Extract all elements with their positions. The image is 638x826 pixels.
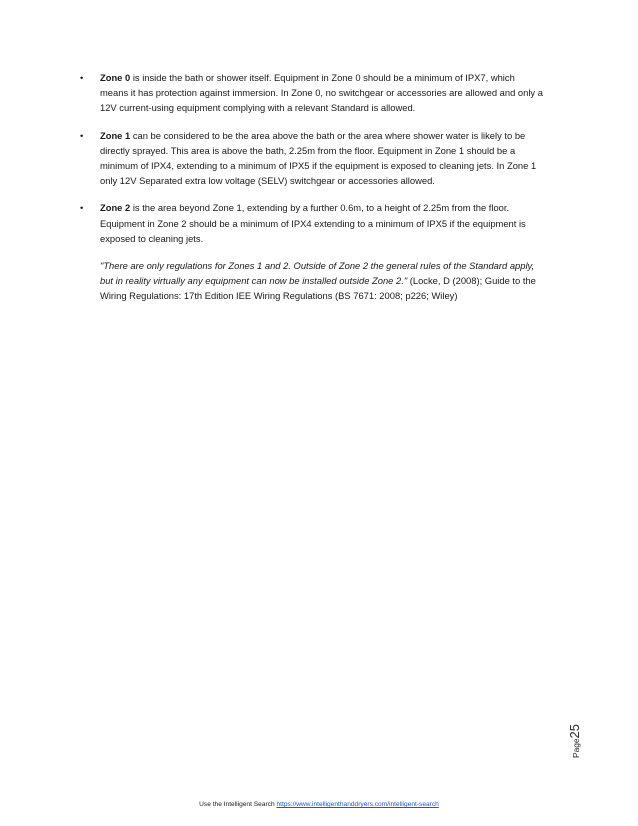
document-body — [75, 70, 545, 304]
zone-description: is inside the bath or shower itself. Equipment in Zone 0 should be a minimum of IPX7, which means it has protection against immersion. In Zone 0, no switchgear or accessories are allowed and only a 12V current-using equipment complying with a relevant Standard is allowed. — [100, 72, 543, 114]
bullet-icon: • — [80, 202, 84, 214]
zone-term: Zone 0 — [100, 72, 131, 83]
footer-text: Use the Intelligent Search — [199, 801, 277, 808]
bullet-icon: • — [80, 72, 84, 83]
intelligent-search-link[interactable]: https://www.intelligenthanddryers.com/intelligent-search — [276, 801, 439, 808]
page-number — [562, 720, 586, 760]
quote-block — [75, 258, 545, 304]
list-item-zone-1 — [75, 128, 545, 189]
list-item-zone-0 — [75, 70, 545, 116]
list-item-zone-2 — [75, 200, 545, 246]
quote-citation: (Locke, D (2008); Guide to the Wiring Regulations: 17th Edition IEE Wiring Regulations (BS 7671: 2008; p226; Wiley) — [100, 275, 536, 302]
zone-term: Zone 1 — [100, 129, 131, 141]
page-number-value: 25 — [567, 723, 582, 739]
footer — [0, 800, 638, 809]
zone-term: Zone 2 — [100, 202, 131, 214]
zone-description: is the area beyond Zone 1, extending by a further 0.6m, to a height of 2.25m from the floor. Equipment in Zone 2 should be a minimum of IPX4 extending to a minimum of IPX5 if the equipment is exposed to cleaning jets. — [100, 202, 526, 244]
page-label: Page — [571, 738, 581, 758]
bullet-icon: • — [80, 129, 84, 141]
quote-text: "There are only regulations for Zones 1 and 2. Outside of Zone 2 the general rules of the Standard apply, but in reality virtually any equipment can now be installed outside Zone 2." — [100, 260, 535, 287]
zone-description: can be considered to be the area above the bath or the area where shower water is likely to be directly sprayed. This area is above the bath, 2.25m from the floor. Equipment in Zone 1 should be a minimum of IPX4, extending to a minimum of IPX5 if the equipment is exposed to cleaning jets. In Zone 1 only 12V Separated extra low voltage (SELV) switchgear or accessories allowed. — [100, 129, 537, 187]
